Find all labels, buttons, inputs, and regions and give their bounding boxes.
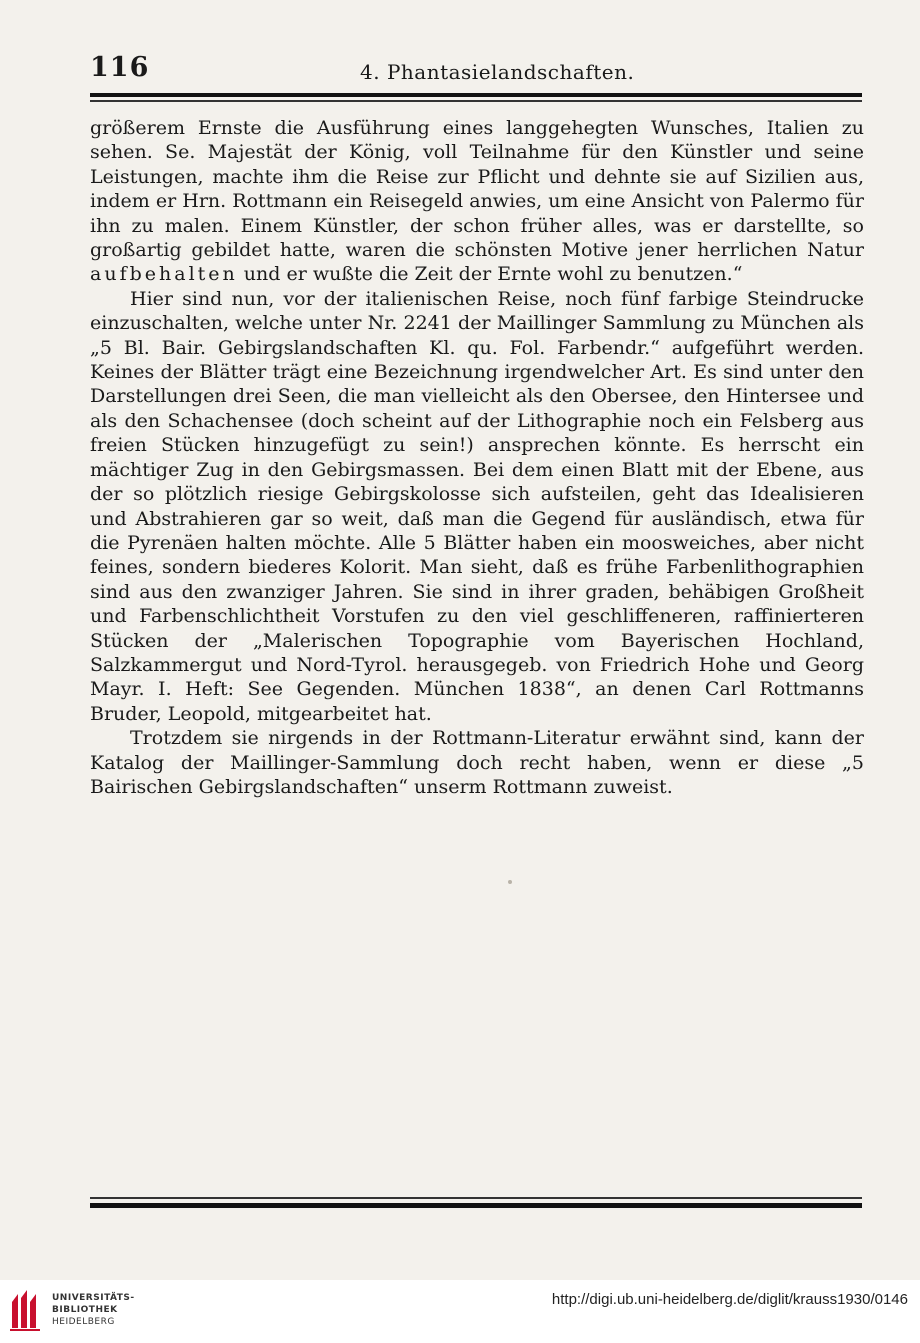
paragraph-1	[90, 116, 864, 287]
paragraph-1-text-end: und er wußte die Zeit der Ernte wohl zu benutzen.“	[237, 263, 743, 286]
paragraph-1-text: größerem Ernste die Ausführung eines langgehegten Wunsches, Italien zu sehen. Se. Majestät der König, voll Teilnahme für den Künstler und seine Leistungen, machte ihm die Reise zur Pflicht und dehnte sie auf Sizilien aus, indem er Hrn. Rottmann ein Reisegeld anwies, um eine Ansicht von Palermo für ihn zu malen. Einem Künstler, der schon früher alles, was er darstellte, so großartig gebildet hatte, waren die schönsten Motive jener herrlichen Natur	[90, 117, 864, 262]
footer-rule-thick	[90, 1203, 862, 1208]
digitization-footer	[0, 1280, 920, 1343]
source-url-link[interactable]: http://digi.ub.uni-heidelberg.de/diglit/krauss1930/0146	[551, 1291, 908, 1308]
paragraph-1-spaced-word: aufbehalten	[90, 263, 238, 286]
library-name-line-1: UNIVERSITÄTS-	[52, 1293, 135, 1303]
university-library-logo-icon	[8, 1288, 44, 1332]
library-name	[52, 1292, 135, 1328]
header-rule-thick	[90, 93, 862, 97]
header-rule-thin	[90, 100, 862, 102]
running-title: 4. Phantasielandschaften.	[360, 60, 635, 84]
paragraph-3: Trotzdem sie nirgends in der Rottmann-Literatur erwähnt sind, kann der Katalog der Maillinger-Sammlung doch recht haben, wenn er diese „5 Bairischen Gebirgslandschaften“ unserm Rottmann zuweist.	[90, 727, 864, 798]
page-number: 116	[90, 52, 150, 83]
paragraph-2: Hier sind nun, vor der italienischen Reise, noch fünf farbige Steindrucke einzuschalten, welche unter Nr. 2241 der Maillinger Sammlung zu München als „5 Bl. Bair. Gebirgslandschaften Kl. qu. Fol. Farbendr.“ aufgeführt werden. Keines der Blätter trägt eine Bezeichnung irgendwelcher Art. Es sind unter den Darstellungen drei Seen, die man vielleicht als den Obersee, den Hintersee und als den Schachensee (doch scheint auf der Lithographie noch ein Felsberg aus freien Stücken hinzugefügt zu sein!) ansprechen könnte. Es herrscht ein mächtiger Zug in den Gebirgsmassen. Bei dem einen Blatt mit der Ebene, aus der so plötzlich riesige Gebirgskolosse sich aufsteilen, geht das Idealisieren und Abstrahieren gar so weit, daß man die Gegend für ausländisch, etwa für die Pyrenäen halten möchte. Alle 5 Blätter haben ein moosweiches, aber nicht feines, sondern biederes Kolorit. Man sieht, daß es frühe Farbenlithographien sind aus den zwanziger Jahren. Sie sind in ihrer graden, behäbigen Großheit und Farbenschlichtheit Vorstufen zu den viel geschliffeneren, raffinierteren Stücken der „Malerischen Topographie vom Bayerischen Hochland, Salzkammergut und Nord-Tyrol. herausgegeb. von Friedrich Hohe und Georg Mayr. I. Heft: See Gegenden. München 1838“, an denen Carl Rottmanns Bruder, Leopold, mitgearbeitet hat.	[90, 287, 864, 725]
footer-rule-thin	[90, 1197, 862, 1199]
library-name-line-3: HEIDELBERG	[52, 1317, 115, 1327]
library-name-line-2: BIBLIOTHEK	[52, 1305, 118, 1315]
body-text	[90, 116, 864, 799]
paper-speck	[508, 880, 512, 884]
